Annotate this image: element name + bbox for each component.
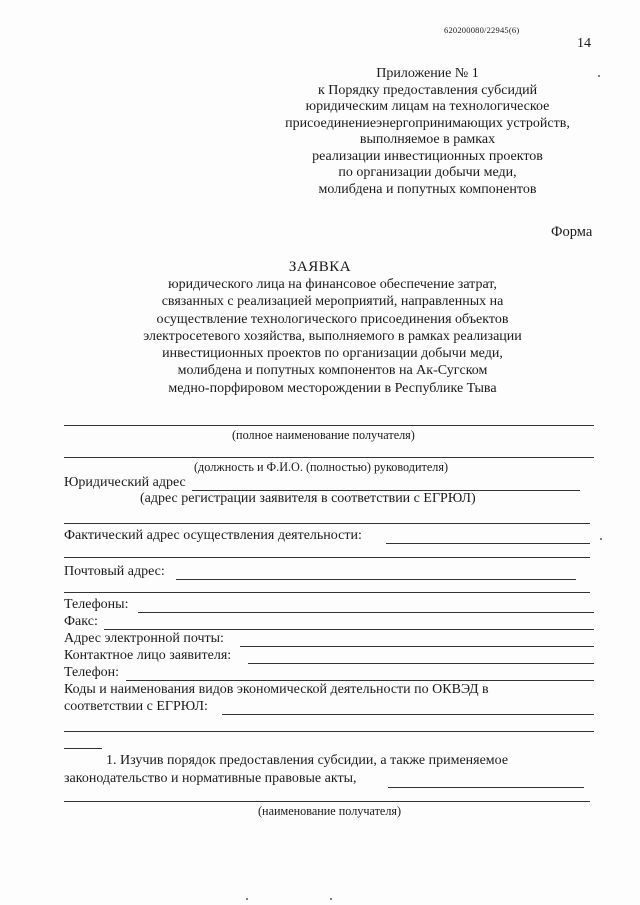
paragraph-1-line-2: законодательство и нормативные правовые акты, [64, 771, 357, 786]
actual-address-line[interactable] [386, 543, 590, 544]
subtitle-line: электросетевого хозяйства, выполняемого в рамках реализации [143, 328, 522, 344]
postal-address-line[interactable] [176, 579, 576, 580]
scan-speck [600, 538, 602, 540]
subtitle-line: юридического лица на финансовое обеспечение затрат, [168, 277, 497, 292]
subtitle-line: медно-порфировом месторождении в Республике Тыва [168, 380, 497, 396]
okved-label: Коды и наименования видов экономической деятельности по ОКВЭД в [64, 682, 489, 697]
fax-line[interactable] [104, 629, 594, 630]
head-position-caption: (должность и Ф.И.О. (полностью) руководителя) [194, 460, 449, 474]
annex-line: выполняемое в рамках [359, 132, 496, 147]
email-label: Адрес электронной почты: [64, 631, 224, 646]
legal-address-line-2[interactable] [64, 523, 590, 524]
subtitle-line: осуществление технологического присоединения объектов [156, 311, 509, 327]
phones-label: Телефоны: [64, 597, 129, 612]
okved-line[interactable] [222, 714, 594, 715]
subtitle-line: инвестиционных проектов по организации добычи меди, [162, 346, 503, 362]
recipient-name-line[interactable] [64, 425, 594, 426]
annex-line: молибдена и попутных компонентов [318, 181, 537, 197]
document-title: ЗАЯВКА [288, 259, 352, 275]
head-name-line[interactable] [64, 457, 594, 458]
page-number: 14 [577, 36, 591, 51]
contact-person-label: Контактное лицо заявителя: [64, 648, 232, 663]
okved-line-2[interactable] [64, 731, 594, 732]
postal-address-label: Почтовый адрес: [64, 564, 165, 579]
annex-line: юридическим лицам на технологическое [305, 99, 550, 114]
annex-line: к Порядку предоставления субсидий [317, 82, 538, 98]
phone-line[interactable] [126, 680, 594, 681]
recipient-full-name-caption: (полное наименование получателя) [232, 428, 415, 442]
annex-line: Приложение № 1 [376, 66, 479, 81]
scan-speck [598, 75, 600, 77]
annex-line: реализации инвестиционных проектов [312, 148, 543, 164]
postal-address-line-2[interactable] [64, 592, 590, 593]
contact-person-line[interactable] [248, 663, 594, 664]
document-id: 620200080/22945(6) [444, 25, 520, 35]
document-subtitle [70, 276, 595, 397]
phone-label: Телефон: [64, 665, 120, 680]
subtitle-line: связанных с реализацией мероприятий, направленных на [161, 294, 504, 310]
separator [64, 748, 102, 749]
scan-speck [330, 898, 332, 900]
scan-speck [246, 898, 248, 900]
annex-line: присоединениеэнергопринимающих устройств, [285, 115, 570, 131]
recipient-name-input-line[interactable] [388, 787, 584, 788]
annex-block [260, 66, 595, 198]
subtitle-line: молибдена и попутных компонентов на Ак-Сугском [177, 363, 488, 379]
actual-address-line-2[interactable] [64, 557, 590, 558]
email-line[interactable] [240, 646, 594, 647]
recipient-name-caption: (наименование получателя) [258, 804, 402, 818]
okved-label-2: соответствии с ЕГРЮЛ: [64, 699, 208, 714]
phones-line[interactable] [138, 612, 594, 613]
paragraph-1-line-1: 1. Изучив порядок предоставления субсидии, а также применяемое [106, 753, 509, 768]
actual-address-label: Фактический адрес осуществления деятельности: [64, 528, 362, 543]
form-label: Форма [551, 224, 593, 240]
registration-address-caption: (адрес регистрации заявителя в соответствии с ЕГРЮЛ) [140, 491, 476, 506]
recipient-name-input-line-2[interactable] [64, 801, 590, 802]
legal-address-label: Юридический адрес [64, 475, 186, 490]
annex-line: по организации добычи меди, [338, 165, 517, 180]
fax-label: Факс: [64, 614, 98, 629]
